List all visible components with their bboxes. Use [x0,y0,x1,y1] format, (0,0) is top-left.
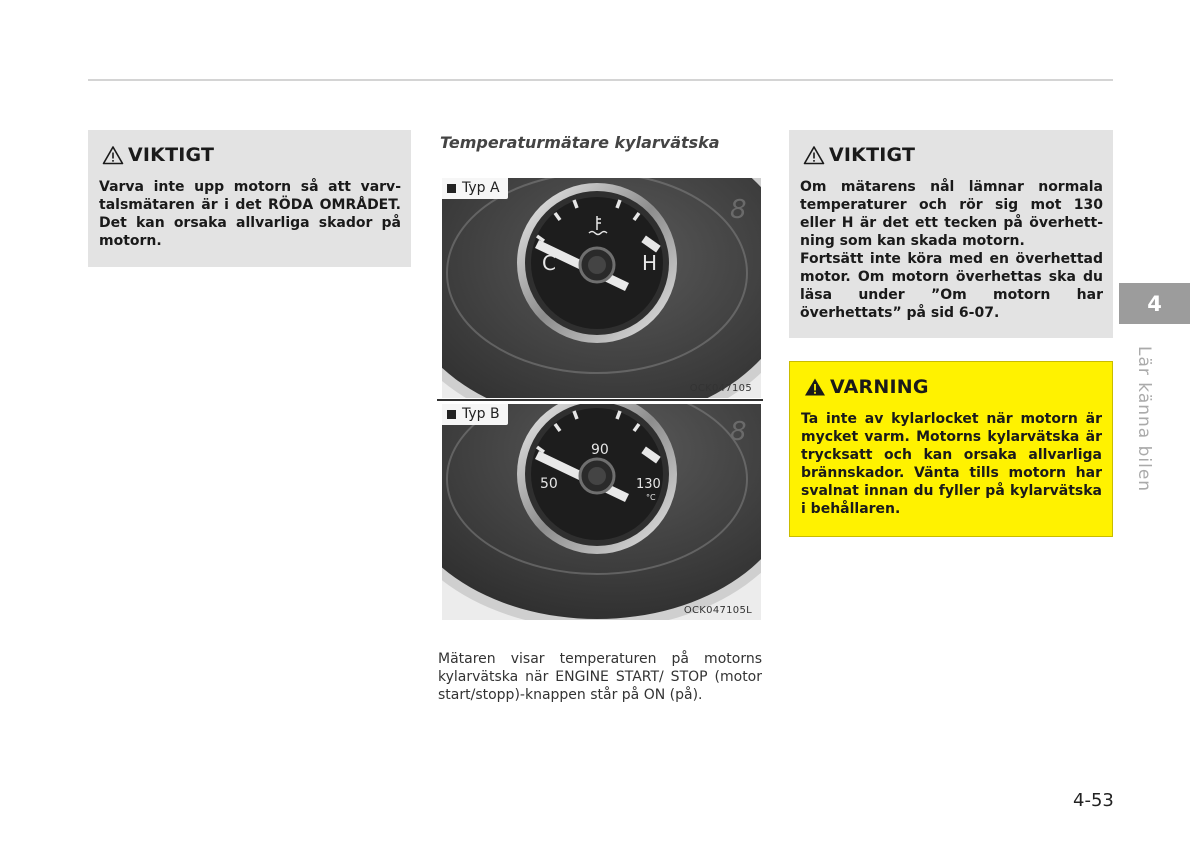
label-square-icon [447,184,456,193]
notice-box-left [88,130,411,267]
notice-title-text: VIKTIGT [829,144,916,166]
figure-label-type-b [442,404,508,425]
notice-title-text: VIKTIGT [128,144,215,166]
notice-text-right-1: Om mätarens nål lämnar normala temperaturer och rör sig mot 130 eller H är det ett tecken på överhettning som kan skada motorn. [800,179,1103,249]
section-heading: Temperaturmätare kylarvätska [440,133,720,152]
chapter-tab: 4 [1119,283,1190,324]
notice-text-right-2: Fortsätt inte köra med en överhettad motor. Om motorn överhettas ska du läsa under ”Om motorn har överhettats” på sid 6-07. [800,251,1103,321]
figure-type-a [442,178,761,398]
chapter-title: Lär känna bilen [1134,346,1154,493]
body-paragraph: Mätaren visar temperaturen på motorns kylarvätska när ENGINE START/ STOP (motor start/stopp)-knappen står på ON (på). [438,651,762,703]
caution-triangle-icon [102,145,124,165]
warning-title [804,376,1102,398]
gauge-unit: °C [646,493,656,502]
figure-label-text: Typ A [462,180,500,196]
notice-title-right [803,144,1103,166]
figure-type-b [442,404,761,620]
warning-box [789,361,1113,537]
warning-text: Ta inte av kylarlocket när motorn är mycket varm. Motorns kylarvätska är trycksatt och kan orsaka allvarliga brännskador. Vänta tills motorn har svalnat innan du fyller på kylarvätska i behållaren. [801,411,1102,517]
figure-code-b: OCK047105L [683,605,752,616]
gauge-cold-mark: C [542,251,556,275]
figure-label-type-a [442,178,508,199]
figure-code-a: OCK047105 [689,383,752,394]
svg-text:8: 8 [730,195,747,225]
svg-text:8: 8 [730,417,747,447]
gauge-hot-mark: H [642,251,658,275]
gauge-low-mark: 50 [540,476,558,492]
notice-text-left: Varva inte upp motorn så att varvtalsmätaren är i det RÖDA OMRÅDET. Det kan orsaka allvarliga skador på motorn. [99,179,401,249]
gauge-high-mark: 130 [636,477,661,492]
page-number: 4-53 [1073,790,1114,811]
gauge-mid-mark: 90 [591,442,609,458]
notice-title-left [102,144,401,166]
label-square-icon [447,410,456,419]
caution-triangle-icon [803,145,825,165]
figure-label-text: Typ B [462,406,500,422]
warning-title-text: VARNING [830,376,929,398]
coolant-gauge-type-b [442,404,761,620]
coolant-gauge-type-a [442,178,761,398]
warning-triangle-icon [804,377,826,397]
figure-divider [437,399,763,401]
top-rule [88,79,1113,81]
notice-box-right [789,130,1113,338]
